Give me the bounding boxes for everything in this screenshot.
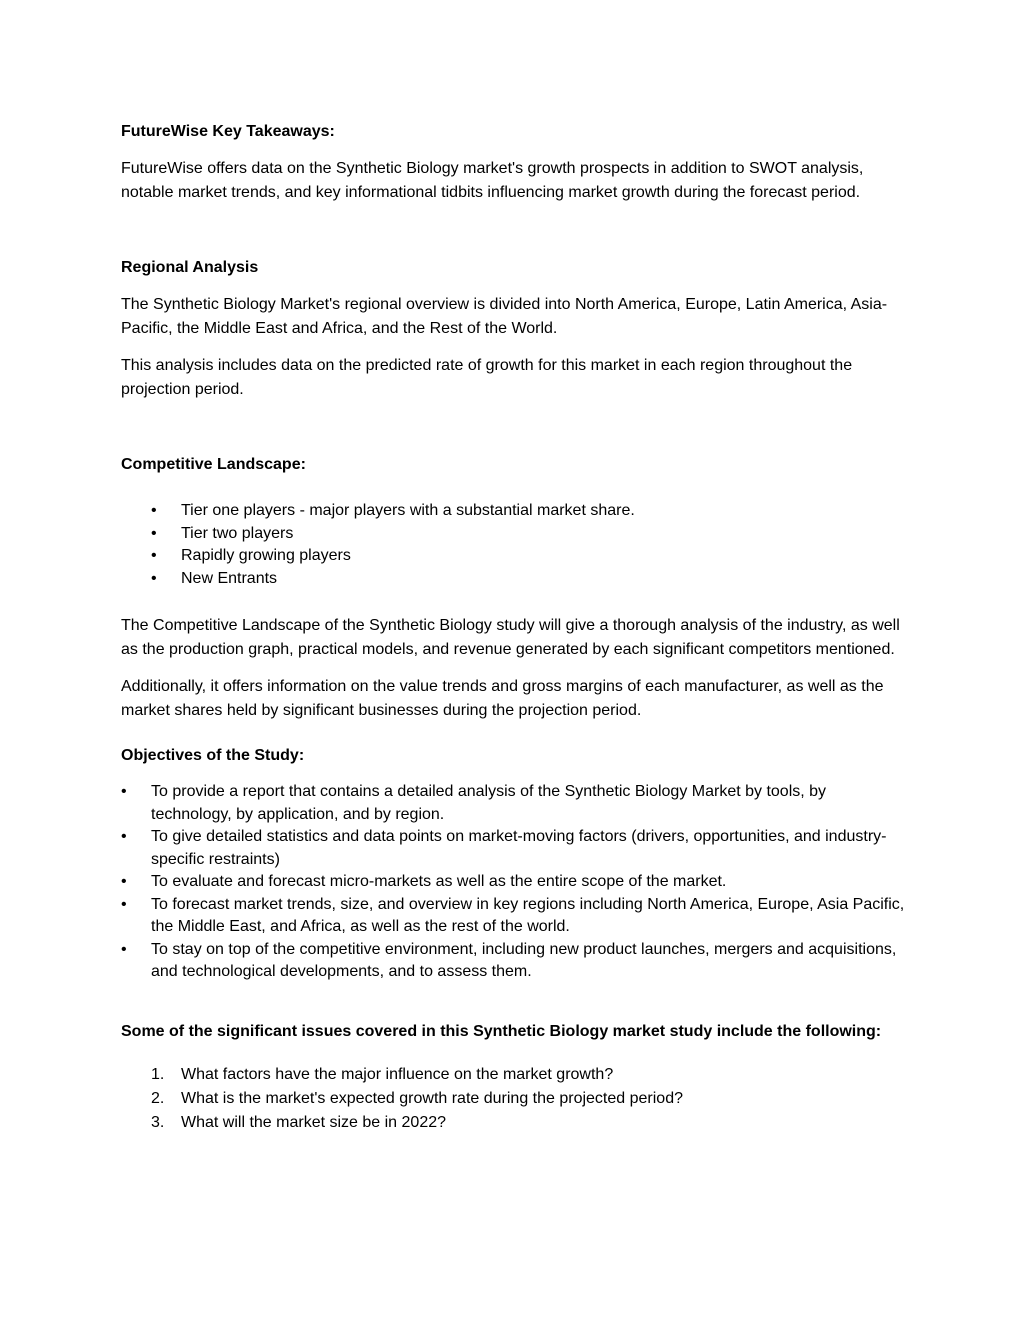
objectives-list — [121, 781, 911, 984]
bullet-icon: • — [151, 547, 157, 564]
bullet-icon: • — [121, 783, 127, 800]
list-number: 2. — [151, 1089, 165, 1107]
objectives-heading: Objectives of the Study: — [121, 747, 305, 764]
list-item: • To stay on top of the competitive environment, including new product launches, mergers and acquisitions, and technological developments, and to assess them. — [121, 940, 897, 980]
bullet-icon: • — [151, 569, 157, 587]
list-item: • To forecast market trends, size, and overview in key regions including North America, Europe, Asia Pacific, the Middle East, and Africa, as well as the rest of the world. — [121, 895, 905, 935]
document-page — [121, 120, 911, 1135]
list-item: 1. What factors have the major influence on the market growth? — [121, 1063, 911, 1087]
bullet-icon: • — [121, 940, 127, 958]
regional-heading: Regional Analysis — [121, 259, 259, 276]
regional-paragraph-1: The Synthetic Biology Market's regional overview is divided into North America, Europe, Latin America, Asia-Pacific, the Middle East and Africa, and the Rest of the World. — [121, 296, 888, 337]
takeaways-heading: FutureWise Key Takeaways: — [121, 123, 335, 140]
takeaways-paragraph: FutureWise offers data on the Synthetic Biology market's growth prospects in addition to SWOT analysis, notable market trends, and key informational tidbits influencing market growth during the forecast period. — [121, 160, 864, 201]
bullet-icon: • — [151, 524, 157, 542]
list-item: • To evaluate and forecast micro-markets as well as the entire scope of the market. — [121, 871, 911, 894]
competitive-paragraph-2: Additionally, it offers information on the value trends and gross margins of each manufacturer, as well as the market shares held by significant businesses during the projection period. — [121, 678, 884, 719]
list-item: 2. What is the market's expected growth rate during the projected period? — [121, 1087, 911, 1111]
competitive-tier-list — [121, 500, 911, 590]
list-number: 1. — [151, 1065, 165, 1083]
list-item: • Rapidly growing players — [121, 545, 911, 568]
bullet-icon: • — [121, 895, 127, 913]
list-item: • To provide a report that contains a detailed analysis of the Synthetic Biology Market by tools, by technology, by application, and by region. — [121, 783, 827, 823]
list-item: • New Entrants — [121, 568, 911, 591]
list-item: 3. What will the market size be in 2022? — [121, 1111, 911, 1135]
competitive-heading: Competitive Landscape: — [121, 456, 306, 473]
regional-paragraph-2: This analysis includes data on the predicted rate of growth for this market in each region throughout the projection period. — [121, 357, 853, 398]
list-item: • Tier one players - major players with a substantial market share. — [121, 500, 911, 523]
bullet-icon: • — [151, 502, 157, 519]
list-item: • Tier two players — [121, 523, 911, 546]
bullet-icon: • — [121, 828, 127, 845]
competitive-paragraph-1: The Competitive Landscape of the Synthetic Biology study will give a thorough analysis of the industry, as well as the production graph, practical models, and revenue generated by each significant competitors mentioned. — [121, 617, 900, 658]
issues-question-list — [121, 1063, 911, 1135]
list-item: • To give detailed statistics and data points on market-moving factors (drivers, opportunities, and industry-specific restraints) — [121, 828, 887, 868]
issues-heading: Some of the significant issues covered in this Synthetic Biology market study include the following: — [121, 1022, 882, 1040]
list-number: 3. — [151, 1113, 165, 1131]
bullet-icon: • — [121, 873, 127, 890]
